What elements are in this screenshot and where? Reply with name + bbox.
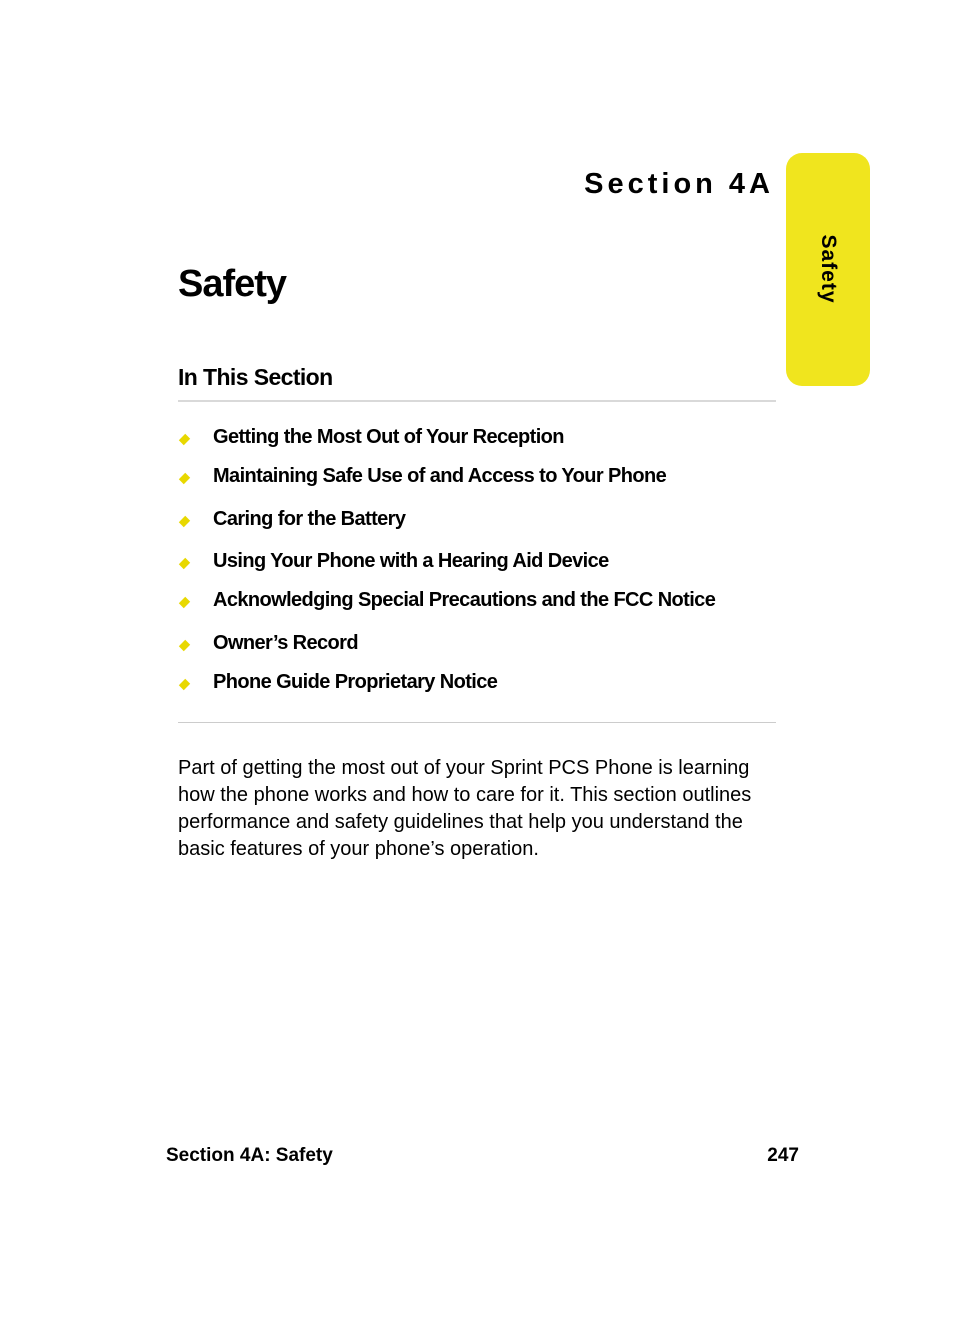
diamond-bullet-icon <box>179 557 190 568</box>
side-tab <box>786 153 870 386</box>
page-title: Safety <box>178 263 287 305</box>
toc-item-safe-use <box>178 461 666 491</box>
toc-item-battery <box>178 504 405 534</box>
section-label: Section 4A <box>584 168 774 200</box>
diamond-bullet-icon <box>179 515 190 526</box>
divider-bottom <box>178 722 776 723</box>
toc-item-label: Caring for the Battery <box>213 507 406 530</box>
diamond-bullet-icon <box>179 596 190 607</box>
diamond-bullet-icon <box>179 472 190 483</box>
toc-item-owners-record <box>178 628 358 658</box>
toc-item-precautions <box>178 585 715 615</box>
intro-paragraph: Part of getting the most out of your Sprint PCS Phone is learning how the phone works and how to care for it. This section outlines performance and safety guidelines that help you understand the basic features of your phone’s operation. <box>178 757 752 860</box>
diamond-bullet-icon <box>179 639 190 650</box>
side-tab-label: Safety <box>817 234 840 304</box>
footer-section-title: Section 4A: Safety <box>166 1145 333 1166</box>
toc-item-label: Using Your Phone with a Hearing Aid Device <box>213 549 609 572</box>
diamond-bullet-icon <box>179 433 190 444</box>
diamond-bullet-icon <box>179 678 190 689</box>
toc-item-label: Maintaining Safe Use of and Access to Your Phone <box>213 464 667 487</box>
toc-item-proprietary-notice <box>178 667 497 697</box>
toc-item-label: Owner’s Record <box>213 631 358 654</box>
toc-item-label: Phone Guide Proprietary Notice <box>213 670 498 693</box>
toc-item-label: Acknowledging Special Precautions and the FCC Notice <box>213 588 716 611</box>
toc-item-hearing-aid <box>178 546 609 576</box>
footer-page-number: 247 <box>767 1145 799 1166</box>
divider-top <box>178 400 776 402</box>
toc-item-reception <box>178 422 564 452</box>
toc-item-label: Getting the Most Out of Your Reception <box>213 425 564 448</box>
in-this-section-heading: In This Section <box>178 364 333 390</box>
